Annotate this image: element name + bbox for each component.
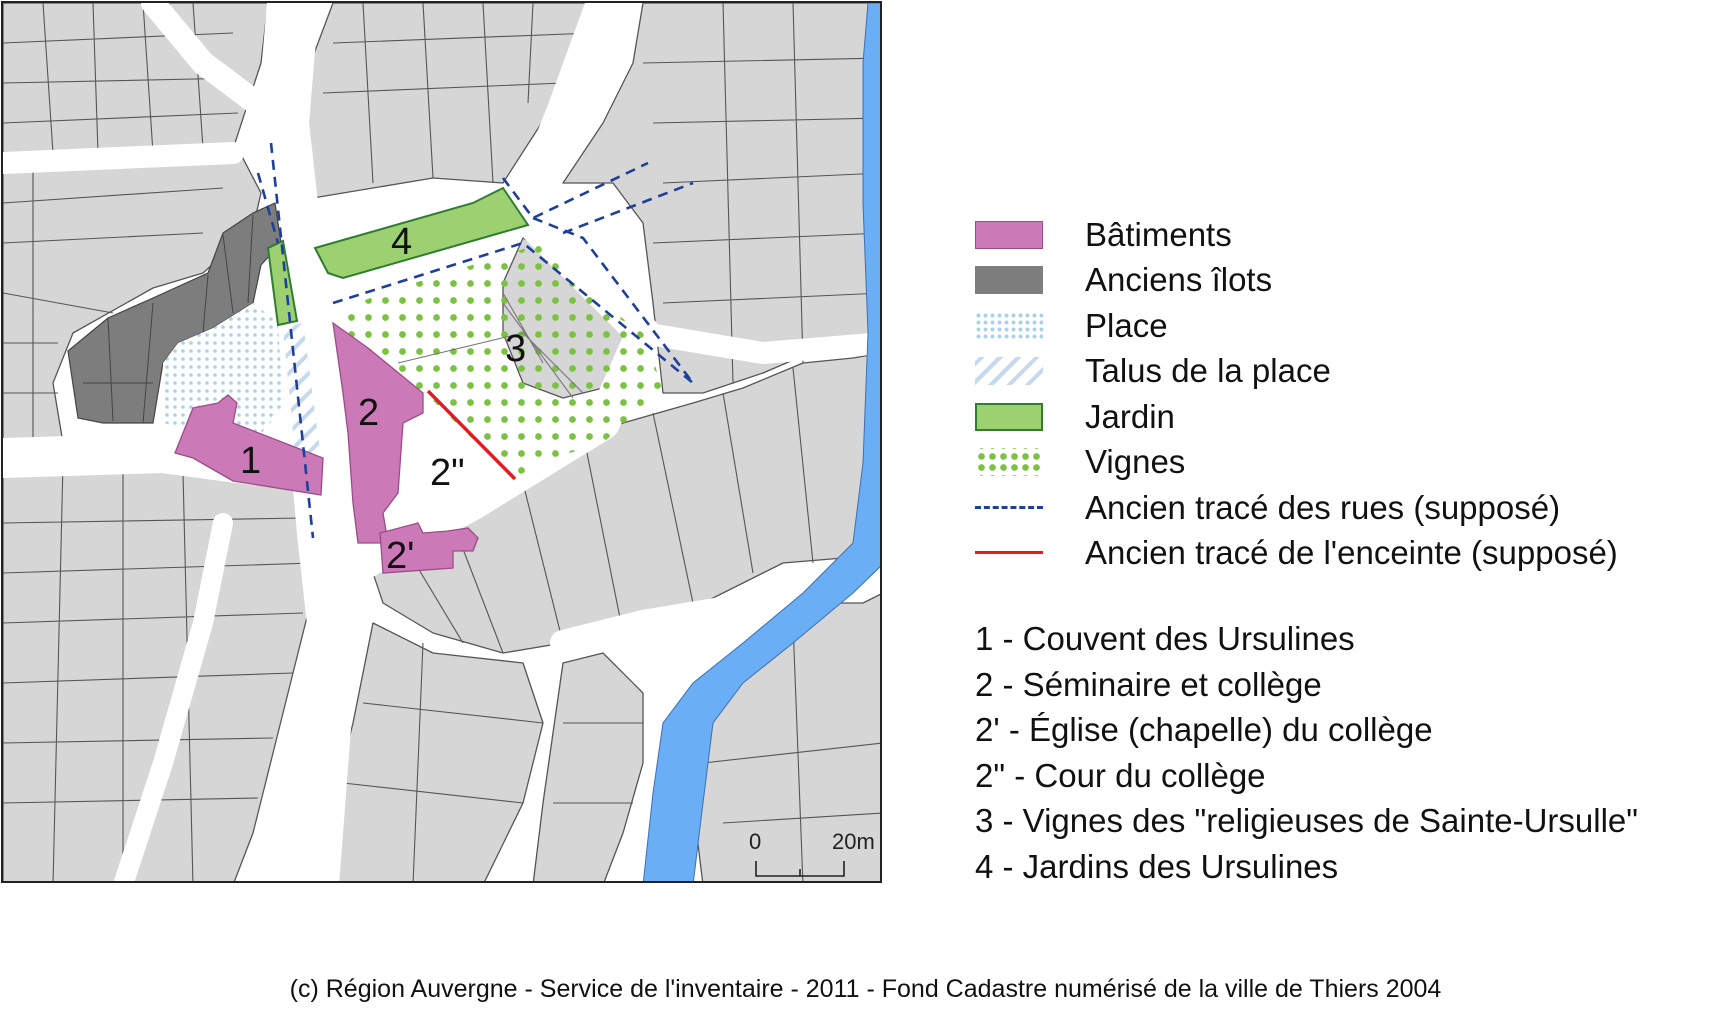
cadastral-map	[3, 3, 882, 883]
legend-label: Ancien tracé de l'enceinte (supposé)	[1085, 534, 1618, 572]
legend-item-place	[975, 303, 1715, 349]
legend-label: Jardin	[1085, 397, 1175, 435]
legend-item-anciens-ilots	[975, 258, 1715, 304]
legend-item-old-streets	[975, 485, 1715, 531]
map-label-2-prime: 2'	[386, 535, 415, 577]
legend-swatch-place	[975, 312, 1043, 340]
legend-item-vignes	[975, 440, 1715, 486]
map-label-2: 2	[358, 392, 380, 434]
legend-label: Place	[1085, 306, 1168, 344]
list-item: 1 - Couvent des Ursulines	[975, 620, 1355, 657]
legend-label: Bâtiments	[1085, 215, 1232, 253]
map-label-3: 3	[505, 328, 527, 370]
scale-zero: 0	[749, 829, 762, 854]
legend-item-old-enclosure	[975, 531, 1715, 577]
legend-item-batiments	[975, 212, 1715, 258]
map-panel	[1, 1, 882, 883]
list-item: 3 - Vignes des "religieuses de Sainte-Ursulle"	[975, 802, 1638, 839]
credit-line: (c) Région Auvergne - Service de l'inventaire - 2011 - Fond Cadastre numérisé de la ville de Thiers 2004	[289, 975, 1442, 1003]
legend-label: Talus de la place	[1085, 352, 1331, 390]
legend-label: Vignes	[1085, 443, 1186, 481]
legend-swatch-talus	[975, 357, 1043, 385]
legend-label: Anciens îlots	[1085, 261, 1273, 299]
legend-swatch-old-streets	[975, 494, 1043, 522]
list-item: 2" - Cour du collège	[975, 756, 1266, 794]
legend	[975, 212, 1715, 576]
list-item: 2 - Séminaire et collège	[975, 665, 1322, 703]
numbered-list	[975, 616, 1725, 889]
list-item: 2' - Église (chapelle) du collège	[975, 711, 1433, 748]
legend-label: Ancien tracé des rues (supposé)	[1085, 488, 1561, 526]
legend-swatch-vignes	[975, 448, 1043, 476]
legend-item-talus	[975, 349, 1715, 395]
map-label-1: 1	[240, 440, 262, 482]
map-label-2-double: 2"	[430, 452, 465, 494]
list-item: 4 - Jardins des Ursulines	[975, 847, 1339, 885]
scale-end: 20m	[832, 829, 875, 854]
map-label-4: 4	[391, 221, 413, 263]
legend-item-jardin	[975, 394, 1715, 440]
legend-swatch-jardin	[975, 403, 1043, 431]
legend-swatch-old-enclosure	[975, 539, 1043, 567]
legend-swatch-batiments	[975, 221, 1043, 249]
legend-swatch-anciens-ilots	[975, 266, 1043, 294]
